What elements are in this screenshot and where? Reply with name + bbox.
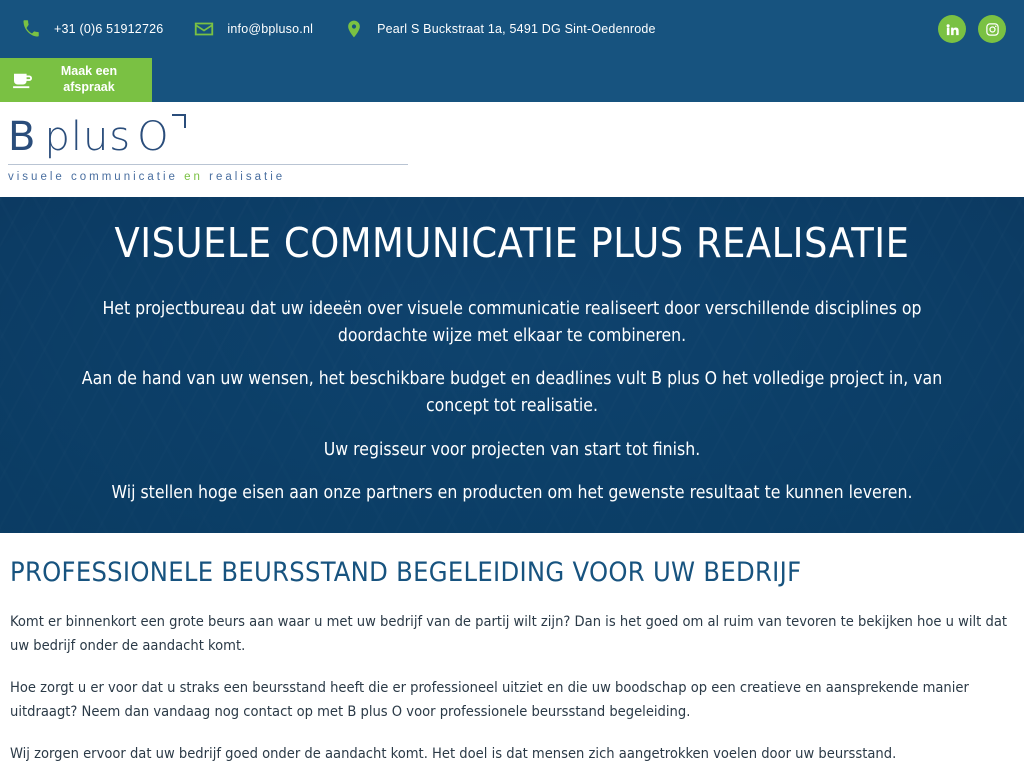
hero-paragraph-3: Uw regisseur voor projecten van start tot finish.	[323, 439, 701, 460]
logo-tagline	[8, 171, 418, 183]
hero-paragraph-4: Wij stellen hoge eisen aan onze partners en producten om het gewenste resultaat te kunnen leveren.	[111, 483, 913, 504]
appointment-line-2: afspraak	[63, 80, 115, 94]
logo-divider	[8, 164, 408, 165]
appointment-row	[0, 58, 1024, 102]
logo-wordmark	[8, 113, 418, 160]
phone-icon	[18, 16, 44, 42]
contact-address[interactable]	[341, 16, 656, 42]
tagline-part-1: visuele communicatie	[8, 170, 185, 183]
site-logo[interactable]	[8, 113, 418, 183]
logo-letter-b: B	[8, 113, 37, 160]
contact-email[interactable]	[191, 16, 313, 42]
section-heading: PROFESSIONELE BEURSSTAND BEGELEIDING VOOR UW BEDRIJF	[10, 556, 802, 588]
make-appointment-label	[36, 64, 142, 95]
instagram-icon[interactable]	[978, 15, 1006, 43]
address-text: Pearl S Buckstraat 1a, 5491 DG Sint-Oedenrode	[377, 22, 656, 36]
tagline-en: en	[184, 170, 203, 183]
envelope-icon	[191, 16, 217, 42]
top-contact-bar	[0, 0, 1024, 58]
linkedin-icon[interactable]	[938, 15, 966, 43]
phone-text: +31 (0)6 51912726	[54, 22, 164, 36]
social-links	[938, 15, 1006, 43]
make-appointment-button[interactable]	[0, 58, 152, 102]
logo-letter-o: O	[137, 113, 170, 160]
email-text: info@bpluso.nl	[227, 22, 314, 36]
body-paragraph-3: Wij zorgen ervoor dat uw bedrijf goed onder de aandacht komt. Het doel is dat mensen zich aangetrokken voelen door uw beursstand.	[10, 745, 897, 763]
coffee-cup-icon	[10, 71, 36, 89]
corner-bracket-icon	[172, 114, 186, 128]
body-paragraph-2: Hoe zorgt u er voor dat u straks een beursstand heeft die er professioneel uitziet en die uw boodschap op een creatieve en aansprekende manier uitdraagt? Neem dan vandaag nog contact op met B plus O voor professionele beursstand begeleiding.	[10, 678, 969, 720]
body-paragraph-1: Komt er binnenkort een grote beurs aan waar u met uw bedrijf van de partij wilt zijn? Dan is het goed om al ruim van tevoren te bekijken hoe u wilt dat uw bedrijf onder de aandacht komt.	[10, 612, 1008, 654]
logo-word-plus: plus	[44, 113, 132, 160]
contact-phone[interactable]	[18, 16, 163, 42]
hero-title: VISUELE COMMUNICATIE PLUS REALISATIE	[114, 219, 910, 267]
logo-bar	[0, 102, 1024, 197]
appointment-line-1: Maak een	[60, 64, 118, 79]
contact-group	[18, 16, 684, 42]
tagline-part-2: realisatie	[202, 170, 286, 183]
main-content	[0, 533, 1024, 766]
map-pin-icon	[341, 16, 367, 42]
hero-paragraph-1: Het projectbureau dat uw ideeën over visuele communicatie realiseert door verschillende disciplines op doordachte wijze met elkaar te combineren.	[102, 299, 922, 346]
hero-paragraph-2: Aan de hand van uw wensen, het beschikbare budget en deadlines vult B plus O het volledige project in, van concept tot realisatie.	[81, 369, 943, 416]
hero-section	[0, 197, 1024, 533]
